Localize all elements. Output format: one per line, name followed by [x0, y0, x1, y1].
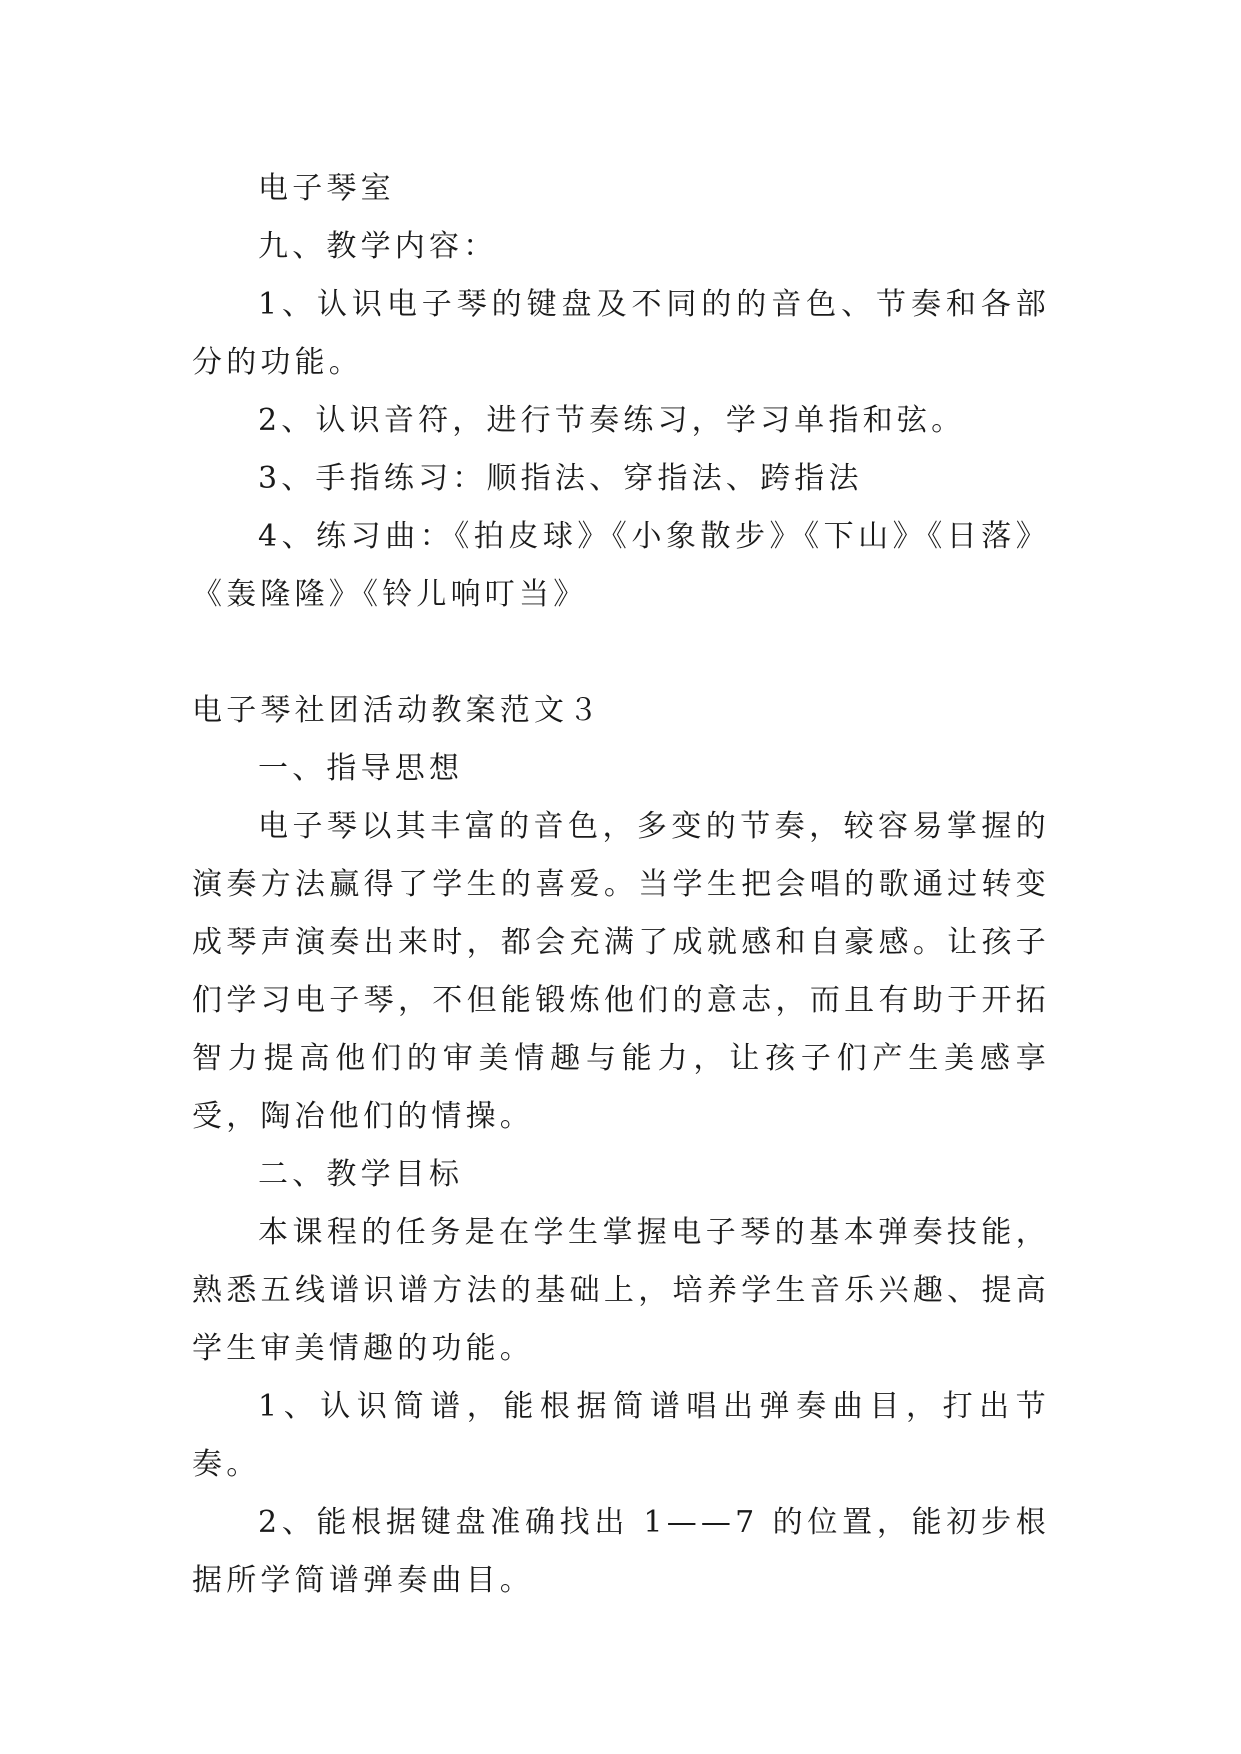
- section-title: 电子琴社团活动教案范文３: [192, 693, 603, 728]
- heading-guiding-idea: 一、指导思想: [258, 751, 464, 786]
- document-body: [192, 160, 1050, 1610]
- paragraph-teaching-goals: 本课程的任务是在学生掌握电子琴的基本弹奏技能，熟悉五线谱识谱方法的基础上，培养学生音乐兴趣、提高学生审美情趣的功能。: [192, 1215, 1050, 1366]
- paragraph-guiding-idea: 电子琴以其丰富的音色，多变的节奏，较容易掌握的演奏方法赢得了学生的喜爱。当学生把会唱的歌通过转变成琴声演奏出来时，都会充满了成就感和自豪感。让孩子们学习电子琴，不但能锻炼他们的意志，而且有助于开拓智力提高他们的审美情趣与能力，让孩子们产生美感享受，陶冶他们的情操。: [192, 809, 1050, 1134]
- goal-item-2: 2、能根据键盘准确找出 1——7 的位置，能初步根据所学简谱弹奏曲目。: [192, 1505, 1050, 1598]
- list-item-1: 1、认识电子琴的键盘及不同的的音色、节奏和各部分的功能。: [192, 287, 1050, 380]
- paragraph-room: 电子琴室: [258, 171, 395, 206]
- heading-teaching-goals: 二、教学目标: [258, 1157, 464, 1192]
- heading-teaching-content: 九、教学内容：: [258, 229, 498, 264]
- list-item-4: 4、练习曲：《拍皮球》《小象散步》《下山》《日落》《轰隆隆》《铃儿响叮当》: [192, 519, 1050, 612]
- list-item-2: 2、认识音符，进行节奏练习，学习单指和弦。: [258, 403, 966, 438]
- list-item-3: 3、手指练习：顺指法、穿指法、跨指法: [258, 461, 863, 496]
- goal-item-1: 1、认识简谱，能根据简谱唱出弹奏曲目，打出节奏。: [192, 1389, 1050, 1482]
